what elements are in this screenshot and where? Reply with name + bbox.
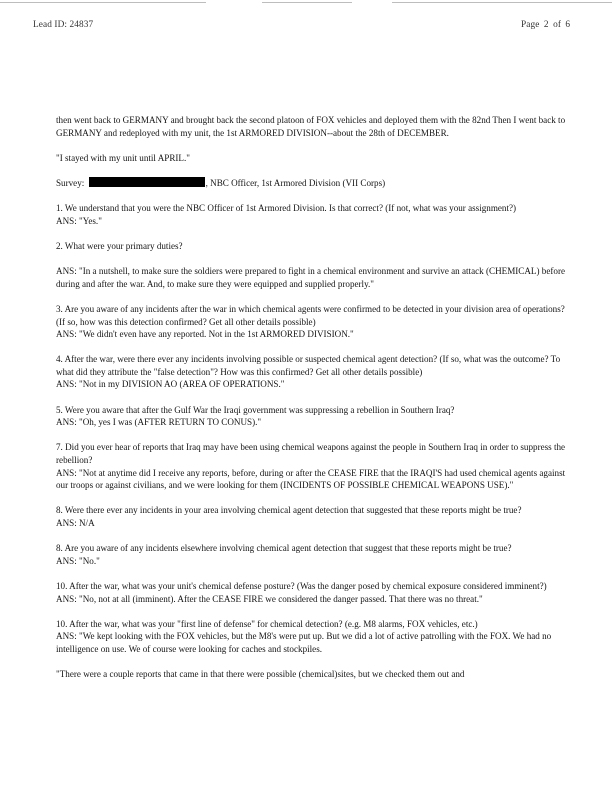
lead-id: Lead ID: 24837 [33,20,94,30]
survey-line [56,177,566,190]
answer-text: ANS: "Yes." [56,215,102,226]
question-text: 4. After the war, were there ever any incidents involving possible or suspected chemical agent detection? (If so, what was the outcome? To what did they attribute the "false detection"? How was this confirmed? Get all other details possible) [56,354,561,377]
qa-item-2-answer [56,265,566,290]
answer-text: ANS: "We kept looking with the FOX vehicles, but the M8's were put up. But we did a lot of active patrolling with the FOX. We had no intelligence on use. We of course were looking for caches and stockpiles. [56,631,552,654]
question-text: 5. Were you aware that after the Gulf War the Iraqi government was suppressing a rebellion in Southern Iraq? [56,404,455,415]
qa-item-10b [56,618,566,656]
qa-item-1 [56,202,566,227]
document-body [56,114,566,693]
top-edge-line-left [0,2,206,3]
continuation-text: "There were a couple reports that came in that there were possible (chemical)sites, but we checked them out and [56,669,465,680]
question-text: 10. After the war, what was your unit's chemical defense posture? (Was the danger posed by chemical exposure considered imminent?) [56,580,547,591]
answer-text: ANS: "Not in my DIVISION AO (AREA OF OPERATIONS." [56,379,285,390]
qa-item-2 [56,240,566,253]
qa-item-7 [56,441,566,491]
question-text: 10. After the war, what was your "first line of defense" for chemical detection? (e.g. M8 alarms, FOX vehicles, etc.) [56,618,478,629]
question-text: 8. Were there ever any incidents in your area involving chemical agent detection that suggested that these reports might be true? [56,505,522,516]
answer-text: ANS: "Not at anytime did I receive any reports, before, during or after the CEASE FIRE that the IRAQI'S had used chemical agents against our troops or against civilians, and we were looking for them (INCIDENTS OF POSSIBLE CHEMICAL WEAPONS USE)." [56,467,566,491]
page-number: Page 2 of 6 [521,20,571,30]
qa-item-3 [56,303,566,341]
paragraph-continuation [56,668,566,681]
answer-text: ANS: "Oh, yes I was (AFTER RETURN TO CONUS)." [56,417,262,428]
question-text: 3. Are you aware of any incidents after the war in which chemical agents were confirmed to be detected in your division area of operations? (If so, how was this detection confirmed? Get all other details possible) [56,303,565,327]
paragraph-quote: "I stayed with my unit until APRIL." [56,152,190,163]
top-edge-line-right [392,2,612,3]
top-edge-line-middle [262,2,352,3]
survey-description: , NBC Officer, 1st Armored Division (VII Corps) [205,177,386,188]
answer-text: ANS: "We didn't even have any reported. Not in the 1st ARMORED DIVISION." [56,329,354,340]
answer-text: ANS: "No." [56,555,100,566]
answer-text: ANS: "No, not at all (imminent). After the CEASE FIRE we considered the danger passed. That there was no threat." [56,593,483,604]
answer-text: ANS: N/A [56,518,95,528]
question-text: 8. Are you aware of any incidents elsewhere involving chemical agent detection that suggest that these reports might be true? [56,543,512,554]
question-text: 2. What were your primary duties? [56,240,183,251]
paragraph-intro: then went back to GERMANY and brought back the second platoon of FOX vehicles and deployed them with the 82nd Then I went back to GERMANY and redeployed with my unit, the 1st ARMORED DIVISION--about the 28th of DECEMBER. [56,115,566,138]
qa-item-10a [56,580,566,605]
qa-item-4 [56,353,566,391]
question-text: 1. We understand that you were the NBC Officer of 1st Armored Division. Is that correct? (If not, what was your assignment?) [56,203,517,214]
qa-item-5 [56,404,566,429]
redaction-bar [89,177,205,187]
qa-item-8a [56,504,566,529]
qa-item-8b [56,542,566,567]
answer-text: ANS: "In a nutshell, to make sure the soldiers were prepared to fight in a chemical environment and survive an attack (CHEMICAL) before during and after the war. And, to make sure they were equipped and supplied properly." [56,266,566,289]
survey-label: Survey: [56,177,85,188]
question-text: 7. Did you ever hear of reports that Iraq may have been using chemical weapons against the people in Southern Iraq in order to suppress the rebellion? [56,442,566,466]
